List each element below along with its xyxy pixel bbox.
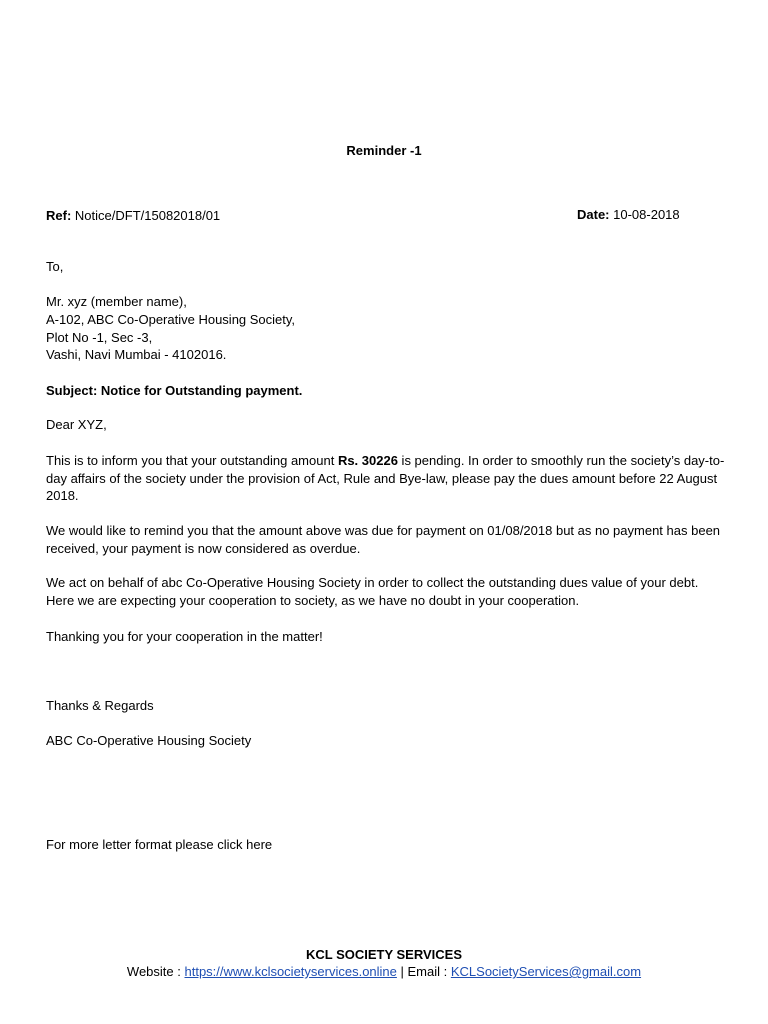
date-line xyxy=(577,207,680,222)
signature-line: ABC Co-Operative Housing Society xyxy=(46,733,252,748)
footer-title: KCL SOCIETY SERVICES xyxy=(305,947,463,962)
ref-value: Notice/DFT/15082018/01 xyxy=(74,208,221,223)
address-line-3: Plot No -1, Sec -3, xyxy=(46,330,153,345)
reference-line xyxy=(46,207,220,224)
letter-title: Reminder -1 xyxy=(346,143,422,158)
paragraph-on-behalf: We act on behalf of abc Co-Operative Housing Society in order to collect the outstanding dues value of your debt. Here we are expecting your cooperation to society, as we have no doubt in your cooperation. xyxy=(46,575,699,608)
footer-contact xyxy=(0,964,768,979)
website-link[interactable]: https://www.kclsocietyservices.online xyxy=(184,964,397,979)
thanking-line: Thanking you for your cooperation in the matter! xyxy=(46,629,323,644)
date-label: Date: xyxy=(577,207,610,222)
address-line-1: Mr. xyz (member name), xyxy=(46,294,187,309)
email-link[interactable]: KCLSocietyServices@gmail.com xyxy=(450,964,642,979)
address-line-4: Vashi, Navi Mumbai - 4102016. xyxy=(46,347,227,362)
address-line-2: A-102, ABC Co-Operative Housing Society, xyxy=(46,312,296,327)
more-format-link[interactable]: For more letter format please click here xyxy=(46,837,273,852)
date-value: 10-08-2018 xyxy=(613,207,680,222)
ref-label: Ref: xyxy=(46,208,72,223)
to-line: To, xyxy=(46,259,64,274)
para1-before: This is to inform you that your outstanding amount xyxy=(46,453,338,468)
subject-line: Subject: Notice for Outstanding payment. xyxy=(46,383,303,398)
paragraph-outstanding-amount xyxy=(46,452,726,505)
greeting: Dear XYZ, xyxy=(46,417,107,432)
outstanding-amount: Rs. 30226 xyxy=(337,453,398,468)
email-separator: | Email : xyxy=(396,964,451,979)
website-label: Website : xyxy=(126,964,185,979)
paragraph-overdue: We would like to remind you that the amount above was due for payment on 01/08/2018 but as no payment has been received, your payment is now considered as overdue. xyxy=(46,523,721,556)
para1-after: is pending. In order to smoothly run the society’s day-to-day affairs of the society under the provision of Act, Rule and Bye-law, please pay the dues amount before 22 August 2018. xyxy=(46,453,725,503)
closing-line: Thanks & Regards xyxy=(46,698,154,713)
